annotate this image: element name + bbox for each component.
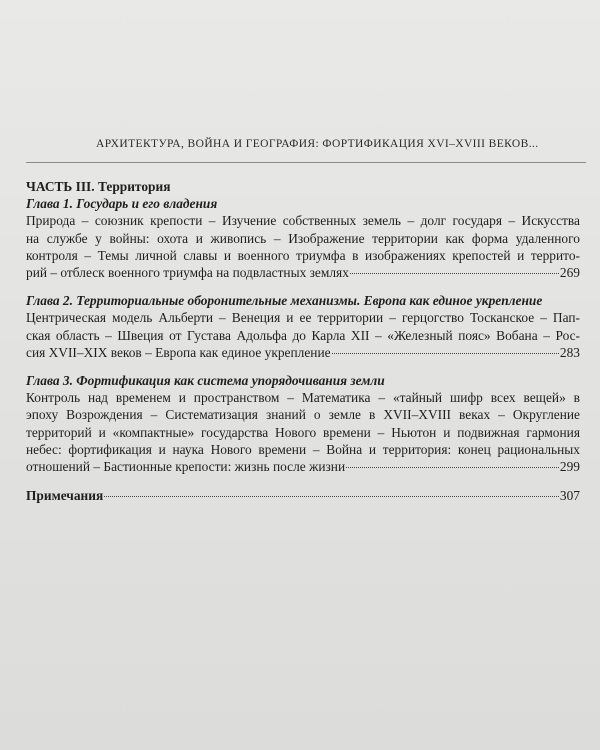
toc-entry-line[interactable] <box>26 344 580 361</box>
chapter-3 <box>26 372 580 475</box>
body-line: ская область – Швеция от Густава Адольфа до Карла XII – «Железный пояс» Вобана – Рос- <box>26 327 580 343</box>
body-line: территорий и «компактные» государства Нового времени – Ньютон и подвижная гармония <box>26 424 580 440</box>
toc-entry-line[interactable] <box>26 264 580 281</box>
page-number: 299 <box>559 459 580 475</box>
chapter-body <box>26 389 580 458</box>
dot-leader <box>332 353 559 354</box>
page-number: 307 <box>559 488 580 504</box>
chapter-body <box>26 212 580 264</box>
body-line: рий – отблеск военного триумфа на подвластных землях <box>26 265 349 281</box>
chapter-body <box>26 309 580 343</box>
chapter-title: Глава 3. Фортификация как система упорядочивания земли <box>26 373 385 389</box>
body-line: небес: фортификация и наука Нового времени – Война и территория: конец рациональных <box>26 441 580 457</box>
body-line: на службе у войны: охота и живопись – Изображение территории как форма удаленного <box>26 230 580 246</box>
body-line: эпоху Возрождения – Систематизация знаний о земле в XVII–XVIII веках – Округление <box>26 407 580 423</box>
dot-leader <box>346 467 559 468</box>
running-head: АРХИТЕКТУРА, ВОЙНА И ГЕОГРАФИЯ: ФОРТИФИКАЦИЯ XVI–XVIII ВЕКОВ... <box>96 138 539 150</box>
body-line: сия XVII–XIX веков – Европа как единое укрепление <box>26 344 331 360</box>
body-line: Центрическая модель Альберти – Венеция и ее территории – герцогство Тосканское – Пап- <box>26 310 580 326</box>
body-line: Природа – союзник крепости – Изучение собственных земель – долг государя – Искусства <box>26 213 580 229</box>
header-rule <box>26 162 586 163</box>
body-line: Контроль над временем и пространством – Математика – «тайный шифр всех вещей» в <box>26 390 580 406</box>
chapter-title: Глава 2. Территориальные оборонительные механизмы. Европа как единое укрепление <box>26 293 543 309</box>
chapter-title: Глава 1. Государь и его владения <box>26 196 218 212</box>
part-title: ЧАСТЬ III. Территория <box>26 179 171 194</box>
dot-leader <box>104 496 559 497</box>
body-line: отношений – Бастионные крепости: жизнь после жизни <box>26 459 346 475</box>
toc-entry-line[interactable] <box>26 458 580 475</box>
body-line: контроля – Темы личной славы и военного триумфа в изображениях крепостей и террито- <box>26 247 580 263</box>
dot-leader <box>350 273 559 274</box>
page-number: 283 <box>559 344 580 360</box>
notes-label: Примечания <box>26 488 104 504</box>
chapter-1 <box>26 195 580 281</box>
notes-entry[interactable] <box>26 487 580 504</box>
page-number: 269 <box>559 265 580 281</box>
table-of-contents <box>26 178 580 504</box>
chapter-2 <box>26 292 580 361</box>
